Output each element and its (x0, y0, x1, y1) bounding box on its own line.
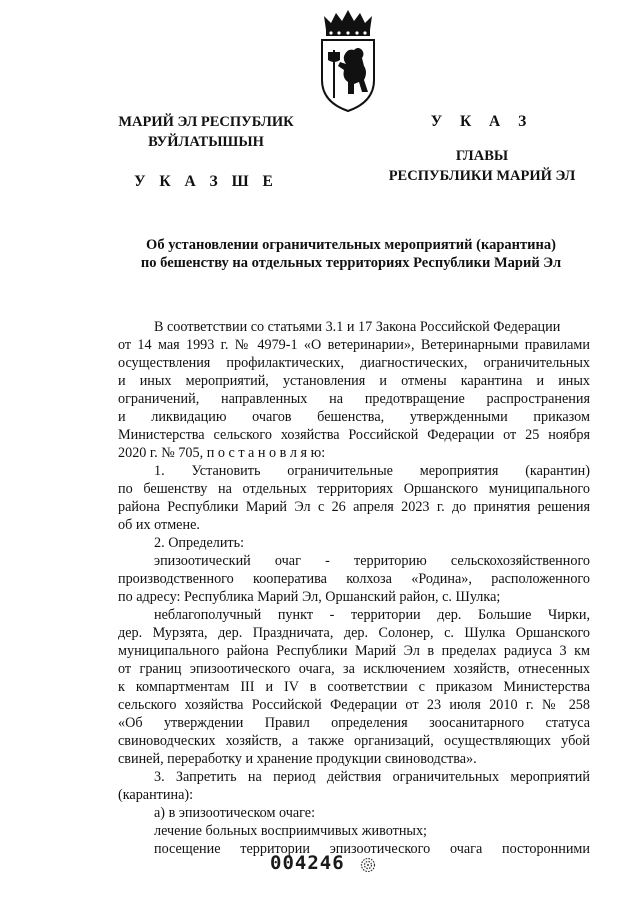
header-right-line: РЕСПУБЛИКИ МАРИЙ ЭЛ (388, 168, 576, 184)
body-line: дер. Мурзята, дер. Праздничата, дер. Солонер, с. Шулка Оршанского (118, 625, 590, 641)
body-line: к компартментам III и IV в соответствии с приказом Министерства (118, 679, 590, 695)
body-line: района Республики Марий Эл с 26 апреля 2023 г. до принятия решения (118, 499, 590, 515)
body-line: 1. Установить ограничительные мероприятия (карантин) (154, 463, 590, 479)
rosette-icon (360, 857, 376, 873)
body-line: от границ эпизоотического очага, за исключением хозяйств, отнесенных (118, 661, 590, 677)
header-left-line: ВУЙЛАТЫШЫН (148, 134, 264, 150)
body-line: об их отмене. (118, 517, 200, 533)
document-title (110, 236, 592, 272)
body-line: лечение больных восприимчивых животных; (154, 823, 427, 839)
body-line: по адресу: Республика Марий Эл, Оршанский район, с. Шулка; (118, 589, 501, 605)
body-line: муниципального района Республики Марий Эл в пределах радиуса 3 км (118, 643, 590, 659)
body-line: 3. Запретить на период действия ограничительных мероприятий (154, 769, 590, 785)
body-line: производственного кооператива колхоза «Родина», расположенного (118, 571, 590, 587)
body-line: и иных мероприятий, установления и отмены карантина и иных (118, 373, 590, 389)
body-line: 2020 г. № 705, п о с т а н о в л я ю: (118, 445, 326, 461)
header-right-title: У К А З (430, 113, 534, 130)
body-line: эпизоотический очаг - территорию сельскохозяйственного (154, 553, 590, 569)
body-line: осуществления профилактических, диагностических, ограничительных (118, 355, 590, 371)
body-line: неблагополучный пункт - территории дер. Большие Чирки, (154, 607, 590, 623)
header-left-title: У К А З Ш Е (134, 173, 278, 190)
body-line: (карантина): (118, 787, 194, 803)
body-line: а) в эпизоотическом очаге: (154, 805, 316, 821)
body-line: «Об утверждении Правил определения зоосанитарного статуса (118, 715, 590, 731)
body-line: от 14 мая 1993 г. № 4979-1 «О ветеринарии», Ветеринарными правилами (118, 337, 590, 353)
header-right-line: ГЛАВЫ (455, 148, 509, 164)
body-line: ограничений, направленных на предотвращение распространения (118, 391, 590, 407)
body-line: свиноводческих хозяйств, а также организаций, осуществляющих убой (118, 733, 590, 749)
body-line: свиней, переработку и хранение продукции свиноводства». (118, 751, 477, 767)
header-left-block (108, 112, 304, 192)
body-line: 2. Определить: (154, 535, 245, 551)
body-line: Министерства сельского хозяйства Российской Федерации от 25 ноября (118, 427, 590, 443)
title-line: по бешенству на отдельных территориях Республики Марий Эл (140, 255, 562, 271)
title-line: Об установлении ограничительных мероприятий (карантина) (146, 237, 556, 253)
body-line: сельского хозяйства Российской Федерации от 23 июля 2010 г. № 258 (118, 697, 590, 713)
document-body (118, 318, 590, 858)
body-line: по бешенству на отдельных территориях Оршанского муниципального (118, 481, 590, 497)
header-left-line: МАРИЙ ЭЛ РЕСПУБЛИК (118, 114, 294, 130)
body-line: В соответствии со статьями 3.1 и 17 Закона Российской Федерации (154, 319, 561, 335)
body-line: и ликвидацию очагов бешенства, утвержденными приказом (118, 409, 590, 425)
document-number: 004246 (270, 852, 345, 874)
header-right-block (372, 112, 592, 186)
coat-of-arms-icon (314, 8, 382, 114)
body-line: посещение территории эпизоотического очага посторонними (154, 841, 590, 857)
